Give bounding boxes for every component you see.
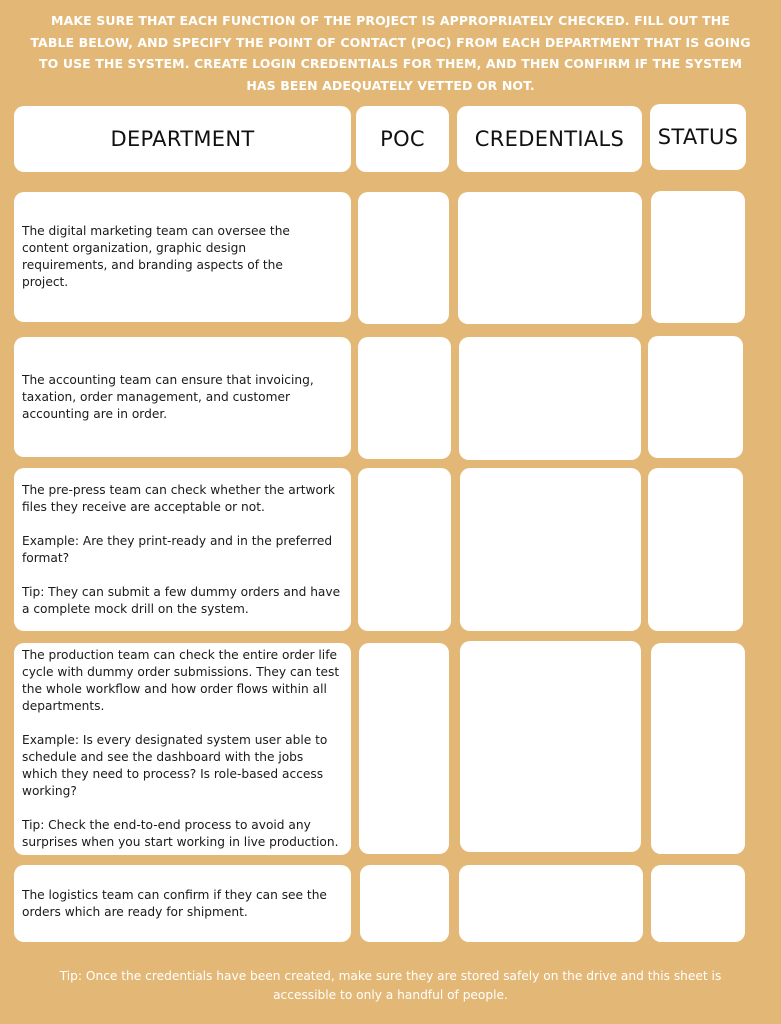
- row-3-description: [14, 468, 351, 631]
- footer-tip: Tip: Once the credentials have been created, make sure they are stored safely on the drive and this sheet is accessible to only a handful of people.: [59, 969, 722, 1002]
- row-4-credentials-cell[interactable]: [460, 641, 641, 852]
- row-3-credentials-cell[interactable]: [460, 468, 641, 631]
- row-5-credentials-cell[interactable]: [459, 865, 643, 942]
- row-2-poc-cell[interactable]: [358, 337, 451, 459]
- row-2-description: [14, 337, 351, 457]
- row-2-status-cell[interactable]: [648, 336, 743, 458]
- row-3-poc-cell[interactable]: [358, 468, 451, 631]
- row-1-poc-cell[interactable]: [358, 192, 449, 324]
- row-5-description: [14, 865, 351, 942]
- row-5-poc-cell[interactable]: [360, 865, 449, 942]
- row-4-tip: Tip: Check the end-to-end process to avoid any surprises when you start working in live production.: [22, 818, 339, 849]
- row-5-status-cell[interactable]: [651, 865, 745, 942]
- instructions-heading: MAKE SURE THAT EACH FUNCTION OF THE PROJECT IS APPROPRIATELY CHECKED. FILL OUT THE TABLE BELOW, AND SPECIFY THE POINT OF CONTACT (POC) FROM EACH DEPARTMENT THAT IS GOING TO USE THE SYSTEM. CREATE LOGIN CREDENTIALS FOR THEM, AND THEN CONFIRM IF THE SYSTEM HAS BEEN ADEQUATELY VETTED OR NOT.: [30, 13, 751, 93]
- row-4-status-cell[interactable]: [651, 643, 745, 854]
- header-poc: POC: [356, 106, 449, 172]
- row-3-tip: Tip: They can submit a few dummy orders and have a complete mock drill on the system.: [22, 584, 341, 616]
- row-2-text: The accounting team can ensure that invoicing, taxation, order management, and customer accounting are in order.: [22, 372, 314, 421]
- row-3-text: The pre-press team can check whether the artwork files they receive are acceptable or not.: [22, 482, 335, 514]
- row-4-description: [14, 643, 351, 855]
- row-1-status-cell[interactable]: [651, 191, 745, 323]
- row-4-example: Example: Is every designated system user able to schedule and see the dashboard with the jobs which they need to process? Is role-based access working?: [22, 733, 328, 798]
- row-1-text: The digital marketing team can oversee the content organization, graphic design requirements, and branding aspects of the project.: [22, 224, 290, 289]
- row-2-credentials-cell[interactable]: [459, 337, 641, 460]
- row-3-example: Example: Are they print-ready and in the preferred format?: [22, 533, 333, 565]
- row-4-text: The production team can check the entire order life cycle with dummy order submissions. They can test the whole workflow and how order flows within all departments.: [22, 648, 340, 713]
- header-credentials: CREDENTIALS: [457, 106, 642, 172]
- row-1-credentials-cell[interactable]: [458, 192, 642, 324]
- row-1-description: [14, 192, 351, 322]
- row-3-status-cell[interactable]: [648, 468, 743, 631]
- row-5-text: The logistics team can confirm if they can see the orders which are ready for shipment.: [22, 887, 327, 919]
- header-status: STATUS: [650, 104, 746, 170]
- row-4-poc-cell[interactable]: [359, 643, 449, 854]
- header-department: DEPARTMENT: [14, 106, 351, 172]
